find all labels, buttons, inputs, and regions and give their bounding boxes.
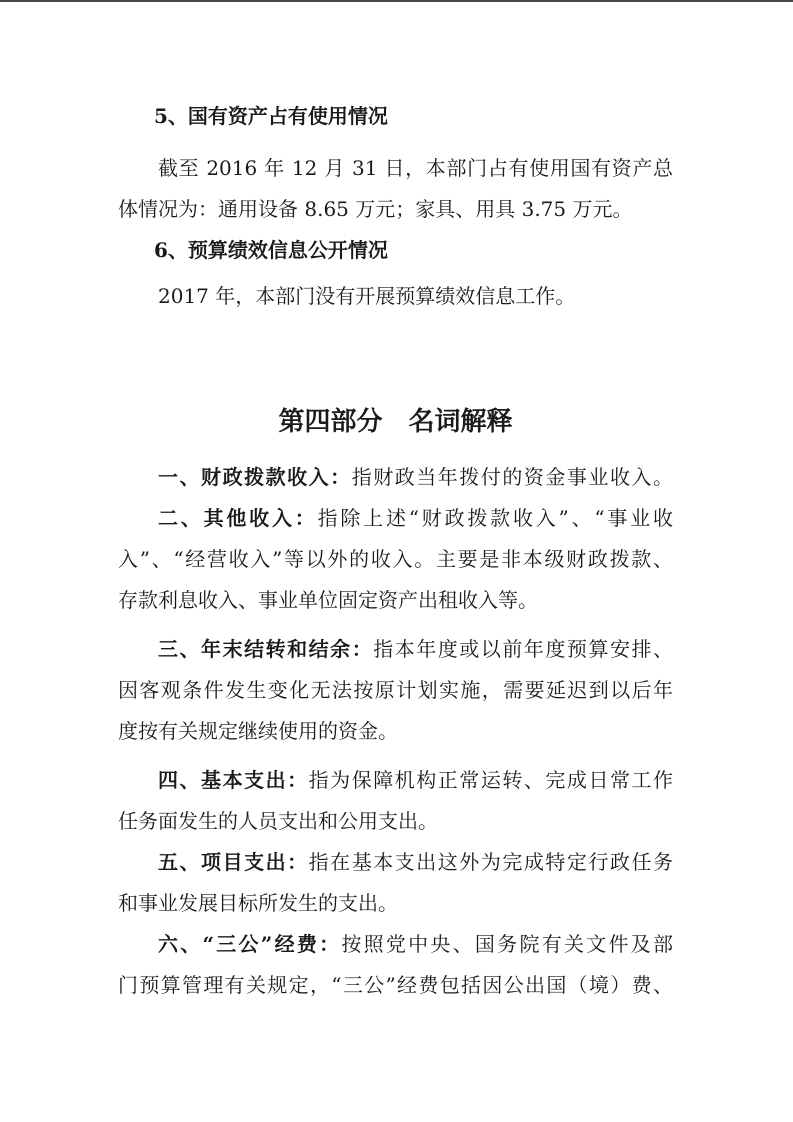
definition-line (118, 457, 673, 498)
definition-line (118, 924, 673, 965)
definition-paragraph (118, 760, 673, 842)
item5-paragraph (118, 148, 673, 230)
definition-text: 指在基本支出这外为完成特定行政任务 (308, 850, 674, 874)
definition-line (118, 629, 673, 670)
definition-paragraph (118, 457, 673, 498)
item5-heading: 5、国有资产占有使用情况 (154, 104, 388, 128)
body-line: 截至 2016 年 12 月 31 日，本部门占有使用国有资产总 (158, 156, 673, 180)
definition-line (118, 498, 673, 539)
definition-text: 指为保障机构正常运转、完成日常工作 (308, 768, 674, 792)
body-line: 2017 年，本部门没有开展预算绩效信息工作。 (158, 284, 576, 308)
definition-line: 度按有关规定继续使用的资金。 (118, 719, 398, 743)
definition-paragraph (118, 629, 673, 752)
definition-line: 存款利息收入、事业单位固定资产出租收入等。 (118, 588, 538, 612)
definition-line: 入”、“经营收入”等以外的收入。主要是非本级财政拨款、 (118, 547, 673, 571)
definition-term: 一、财政拨款收入： (158, 465, 352, 489)
part4-title: 第四部分 名词解释 (278, 407, 513, 437)
item6-paragraph (118, 276, 673, 317)
definition-term: 五、项目支出： (158, 850, 309, 874)
definition-line (118, 842, 673, 883)
definition-text: 指除上述“财政拨款收入”、“事业收 (317, 506, 673, 530)
definition-paragraph (118, 842, 673, 924)
definition-term: 三、年末结转和结余： (158, 637, 374, 661)
definition-term: 二、其他收入： (158, 506, 318, 530)
body-line: 体情况为：通用设备 8.65 万元；家具、用具 3.75 万元。 (118, 197, 633, 221)
definition-line: 因客观条件发生变化无法按原计划实施，需要延迟到以后年 (118, 678, 673, 702)
item6-heading: 6、预算绩效信息公开情况 (154, 238, 388, 262)
definition-text: 按照党中央、国务院有关文件及部 (341, 932, 674, 956)
definition-line: 任务面发生的人员支出和公用支出。 (118, 809, 438, 833)
definition-line: 门预算管理有关规定，“三公”经费包括因公出国（境）费、 (118, 973, 673, 997)
definition-paragraph (118, 924, 673, 1006)
definition-line: 和事业发展目标所发生的支出。 (118, 891, 398, 915)
definition-text: 指本年度或以前年度预算安排、 (373, 637, 674, 661)
definition-paragraph (118, 498, 673, 621)
definition-term: 四、基本支出： (158, 768, 309, 792)
definition-text: 指财政当年拨付的资金事业收入。 (351, 465, 674, 489)
page-content (118, 0, 673, 1006)
definition-line (118, 760, 673, 801)
definition-term: 六、“三公”经费： (158, 932, 342, 956)
